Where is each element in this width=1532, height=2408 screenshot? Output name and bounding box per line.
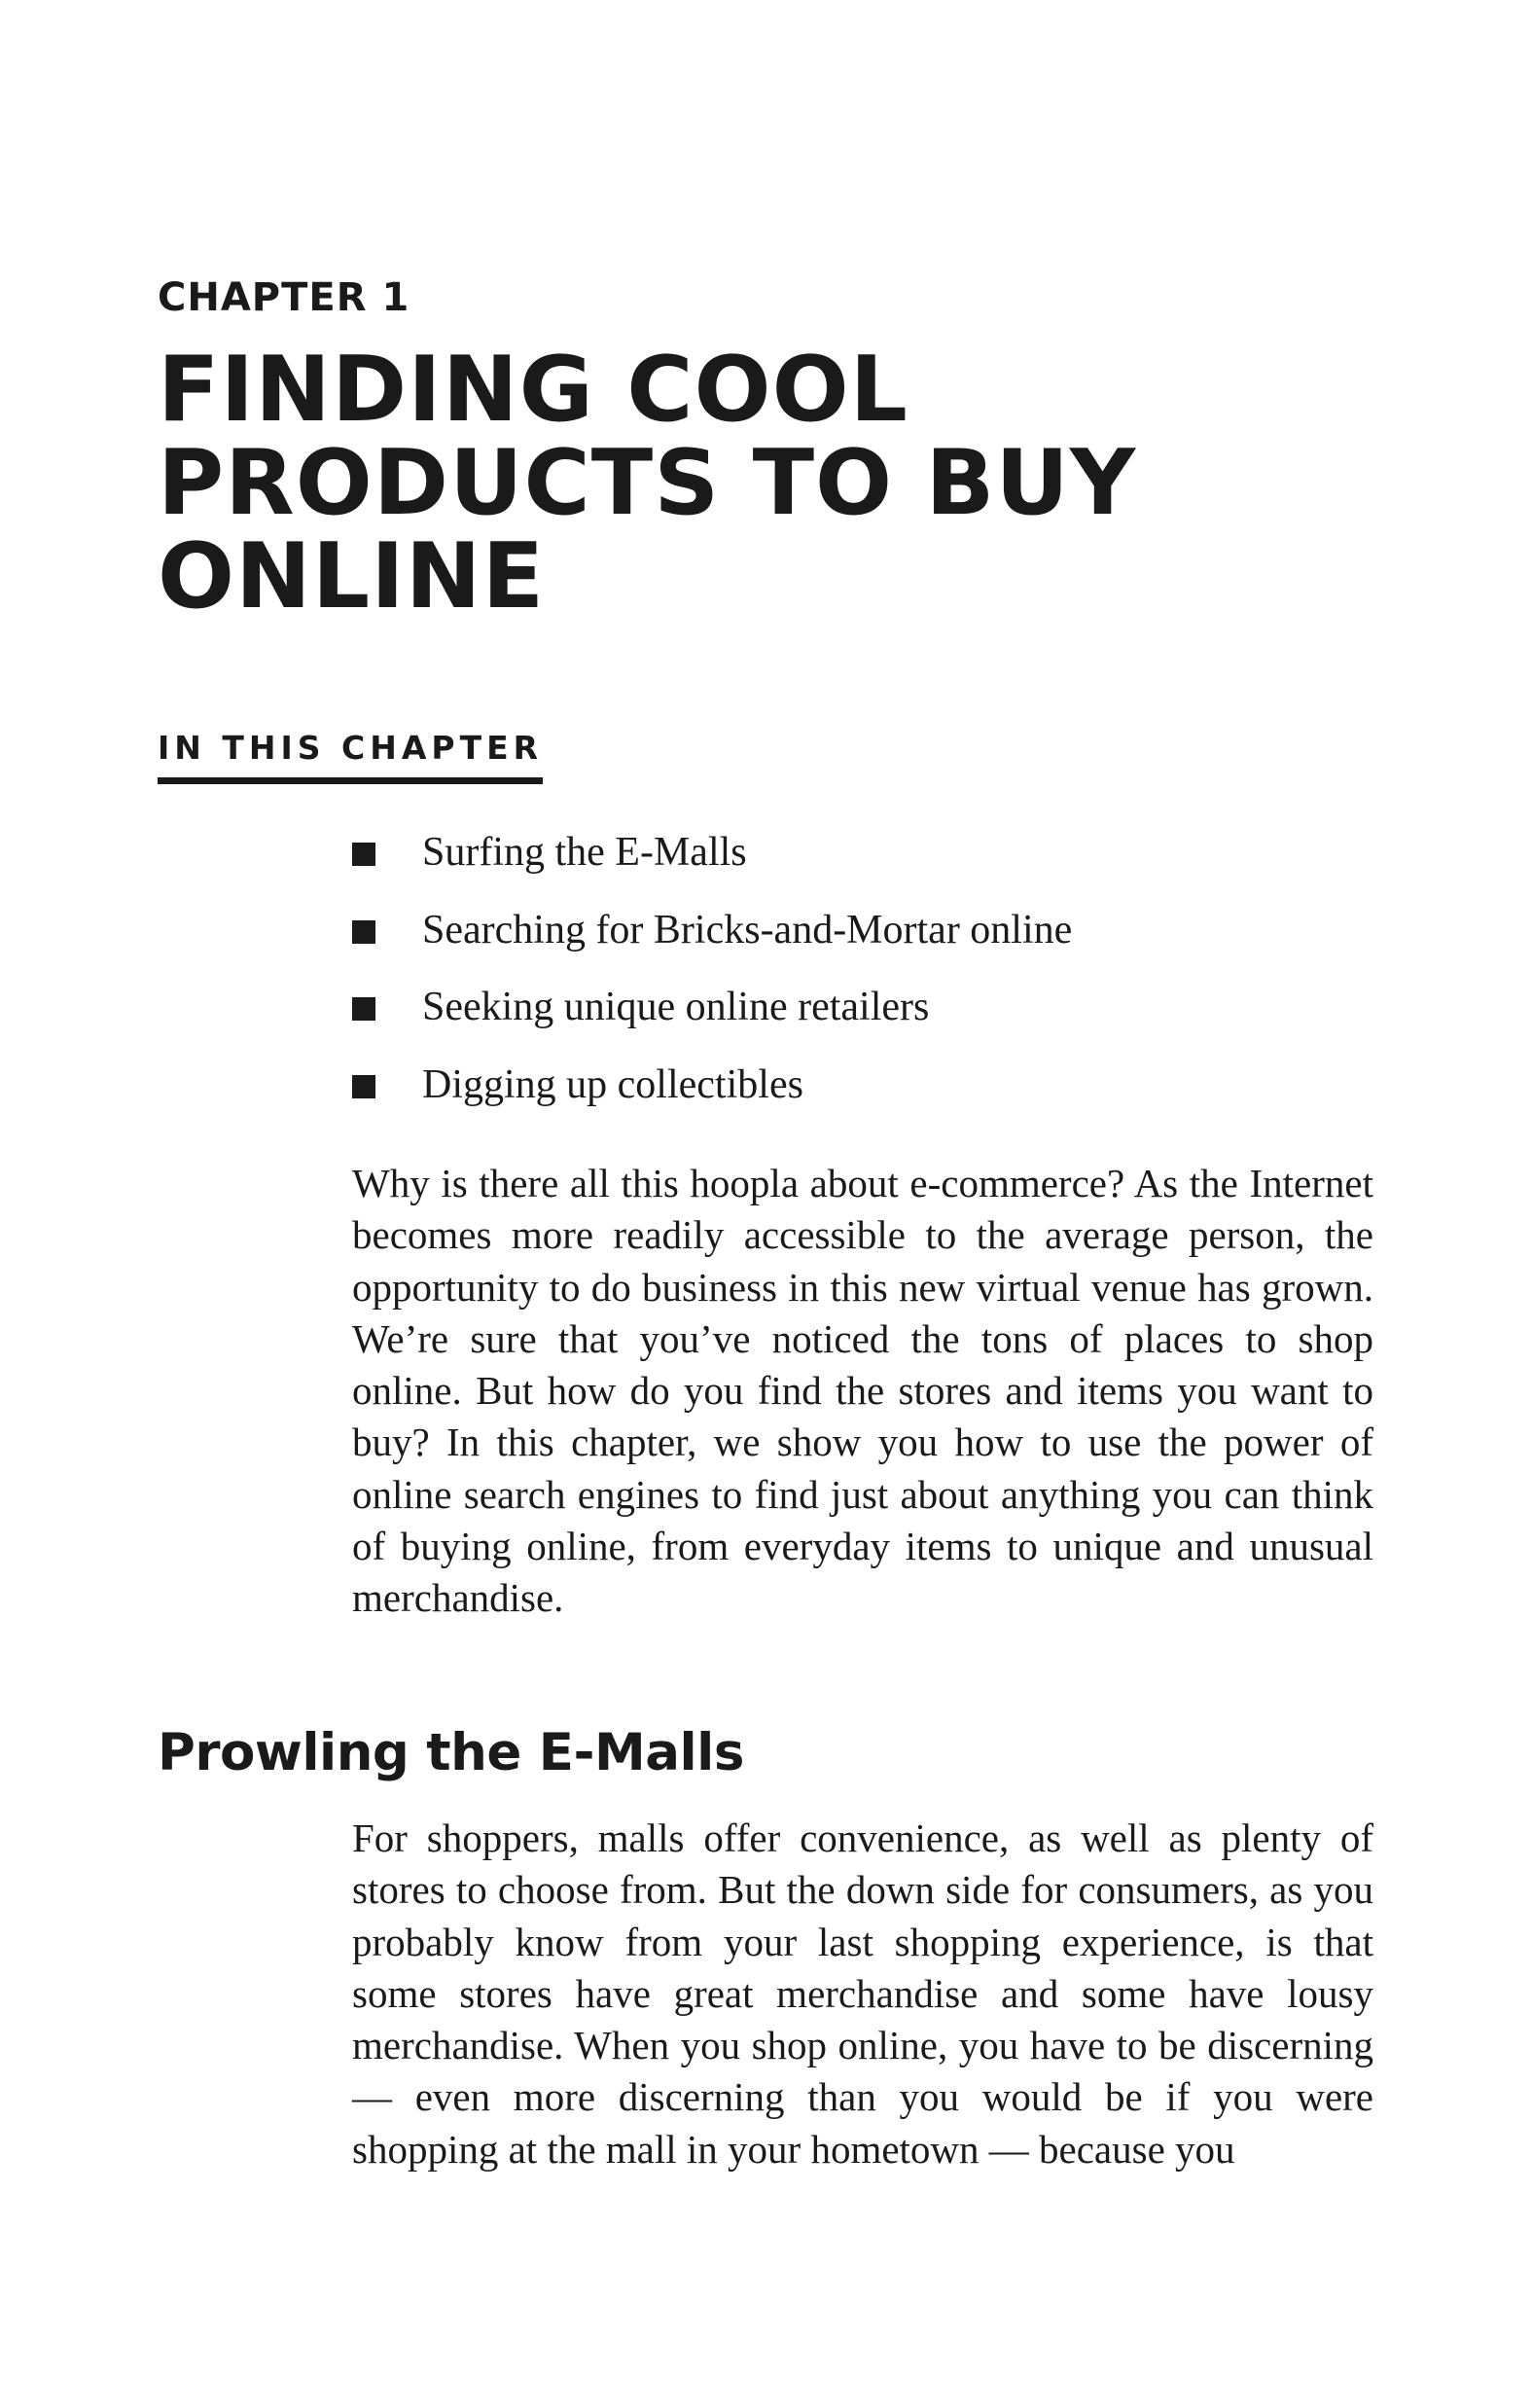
chapter-title-line: FINDING COOL — [158, 337, 909, 442]
list-item-text: Surfing the E-Malls — [422, 830, 747, 875]
intro-paragraph: Why is there all this hoopla about e-commerce? As the Internet becomes more readily accessible to the average person, the opportunity to do business in this new virtual venue has grown. We’re sure that you’ve noticed the tons of places to shop online. But how do you find the stores and items you want to buy? In this chapter, we show you how to use the power of online search engines to find just about anything you can think of buying online, from everyday items to unique and unusual merchandise. — [352, 1161, 1373, 1621]
square-bullet-icon — [352, 920, 375, 944]
chapter-title — [158, 337, 1325, 629]
chapter-topics-list — [352, 829, 1072, 1138]
chapter-title-line: ONLINE — [158, 523, 546, 629]
section-paragraph: For shoppers, malls offer convenience, as well as plenty of stores to choose from. But the down side for consumers, as you probably know from your last shopping experience, is that some stores have great merchandise and some have lousy merchandise. When you shop online, you have to be discerning — even more discerning than you would be if you were shopping at the mall in your hometown — because you — [352, 1815, 1373, 2172]
chapter-label: CHAPTER 1 — [158, 275, 410, 320]
list-item — [352, 829, 1072, 907]
square-bullet-icon — [352, 997, 375, 1021]
square-bullet-icon — [352, 843, 375, 866]
list-item — [352, 907, 1072, 985]
list-item — [352, 984, 1072, 1061]
list-item-text: Digging up collectibles — [422, 1061, 803, 1107]
in-this-chapter-heading: IN THIS CHAPTER — [158, 732, 543, 784]
list-item-text: Searching for Bricks-and-Mortar online — [422, 907, 1073, 952]
section-heading: Prowling the E-Malls — [158, 1723, 744, 1782]
chapter-title-line: PRODUCTS TO BUY — [158, 430, 1137, 535]
list-item-text: Seeking unique online retailers — [422, 985, 930, 1029]
square-bullet-icon — [352, 1075, 375, 1098]
list-item — [352, 1061, 1072, 1139]
